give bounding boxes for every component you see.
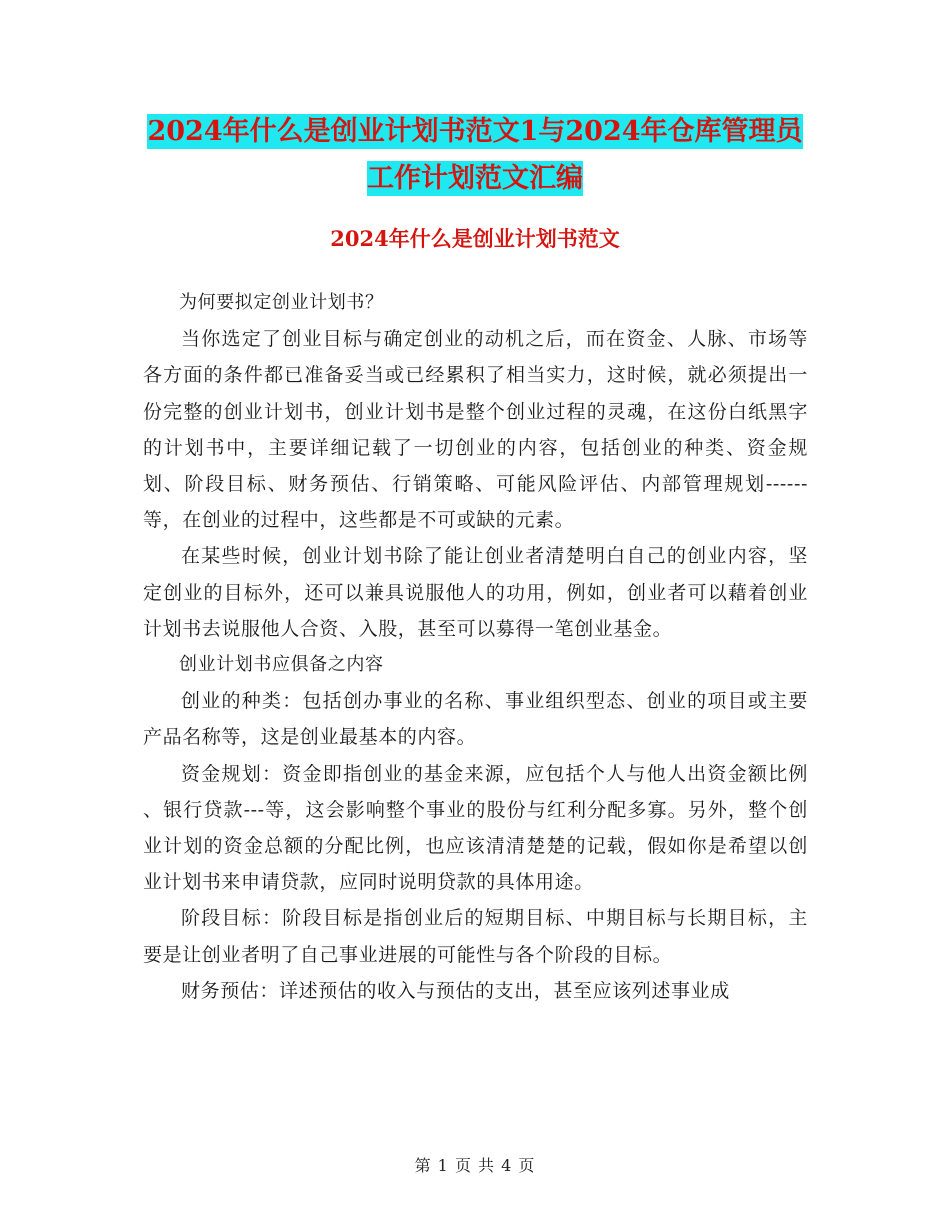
paragraph-financial-forecast: 财务预估：详述预估的收入与预估的支出，甚至应该列述事业成 [181, 979, 730, 1002]
paragraph-question: 为何要拟定创业计划书？ [179, 292, 384, 313]
title-line-2: 工作计划范文汇编 [367, 163, 583, 194]
paragraph-business-type: 创业的种类：包括创办事业的名称、事业组织型态、创业的项目或主要产品名称等，这是创业最基本的内容。 [143, 690, 808, 749]
paragraph-stage-goals: 阶段目标：阶段目标是指创业后的短期目标、中期目标与长期目标，主要是让创业者明了自己事业进展的可能性与各个阶段的目标。 [143, 907, 808, 966]
document-title [120, 108, 830, 202]
paragraph-contents-heading: 创业计划书应俱备之内容 [179, 654, 384, 676]
document-body [143, 285, 808, 1009]
title-line-1: 2024年什么是创业计划书范文1与2024年仓库管理员 [147, 116, 803, 147]
section-heading: 2024年什么是创业计划书范文 [330, 226, 620, 251]
paragraph-funding-plan: 资金规划：资金即指创业的基金来源，应包括个人与他人出资金额比例 、银行贷款---等，这会影响整个事业的股份与红利分配多寡。另外，整个创业计划的资金总额的分配比例，也应该清清楚楚的记载，假如你是希望以创业计划书来申请贷款，应同时说明贷款的具体用途。 [143, 762, 808, 894]
page-footer: 第 1 页 共 4 页 [414, 1156, 536, 1175]
paragraph-intro: 当你选定了创业目标与确定创业的动机之后，而在资金、人脉、市场等各方面的条件都已准备妥当或已经累积了相当实力，这时候，就必须提出一份完整的创业计划书，创业计划书是整个创业过程的灵魂，在这份白纸黑字的计划书中，主要详细记载了一切创业的内容，包括创业的种类、资金规划、阶段目标、财务预估、行销策略、可能风险评估、内部管理规划------等，在创业的过程中，这些都是不可或缺的元素。 [143, 328, 808, 532]
paragraph-persuasion: 在某些时候，创业计划书除了能让创业者清楚明白自己的创业内容，坚定创业的目标外，还可以兼具说服他人的功用，例如，创业者可以藉着创业计划书去说服他人合资、入股，甚至可以募得一笔创业基金。 [143, 545, 808, 640]
